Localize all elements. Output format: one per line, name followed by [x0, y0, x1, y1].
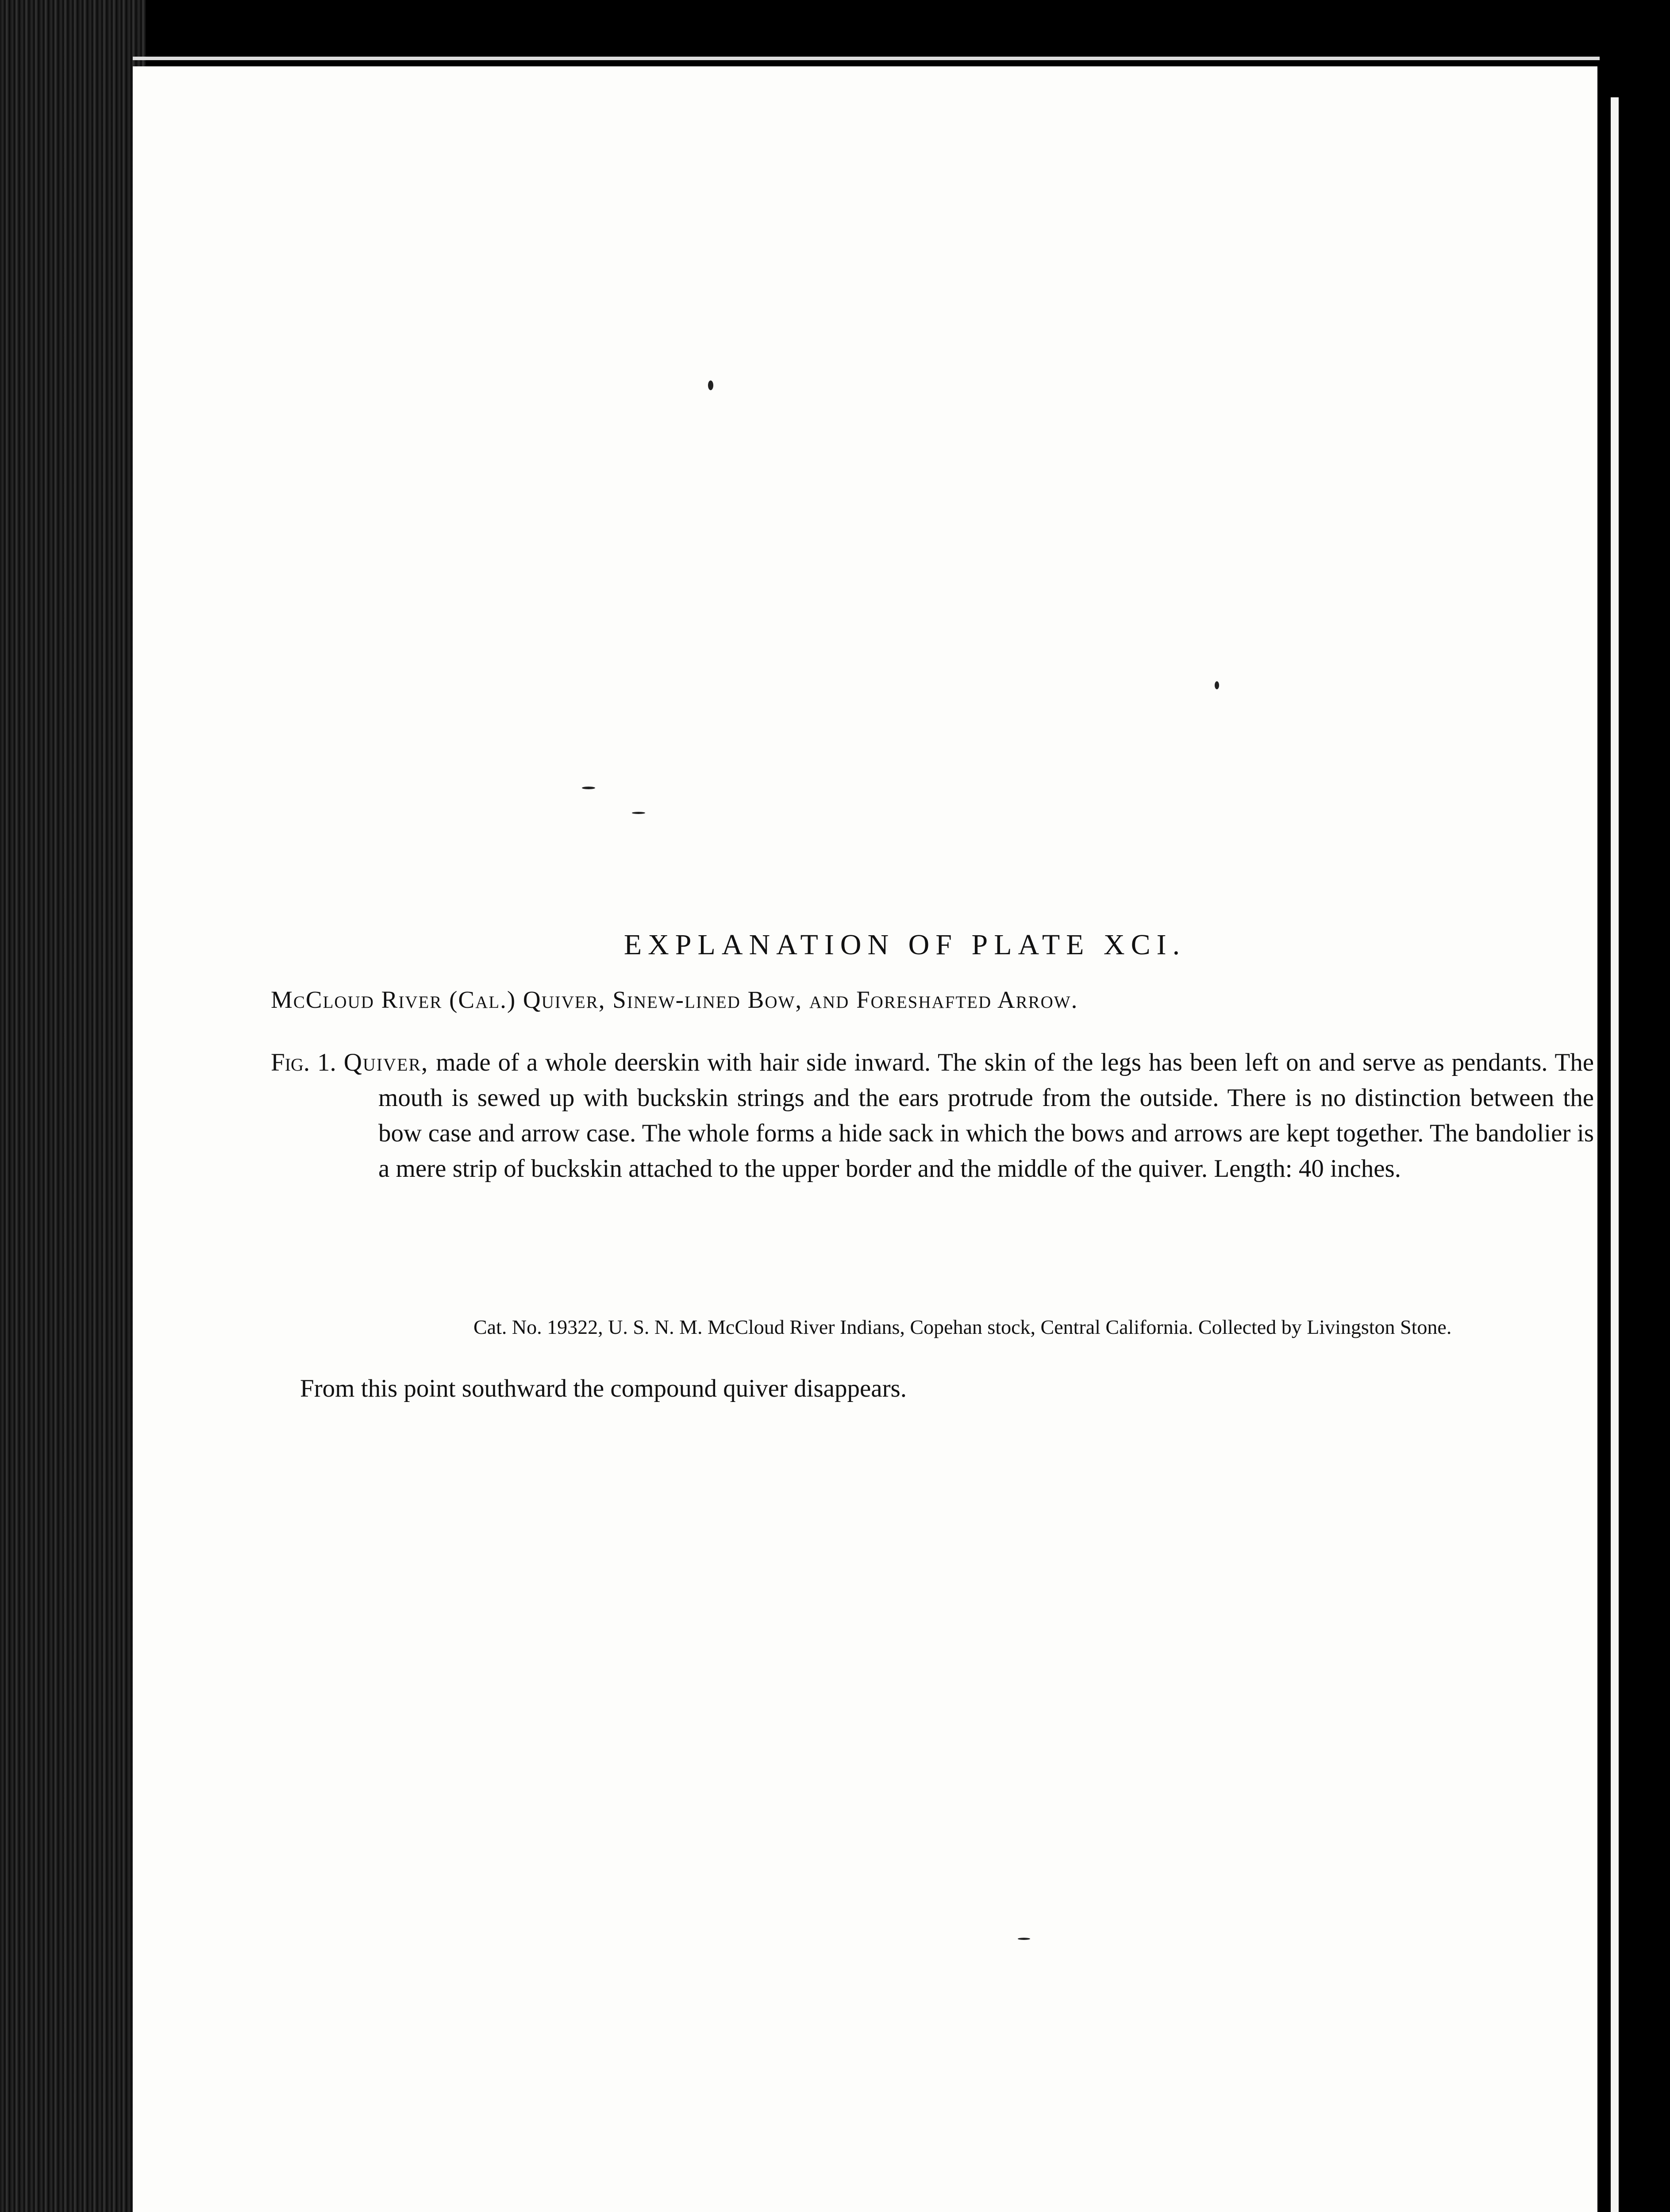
scan-speck — [1018, 1938, 1030, 1940]
book-binding-edge — [0, 0, 146, 2212]
closing-text: From this point southward the compound quiver disappears. — [300, 1375, 907, 1402]
catalog-note: Cat. No. 19322, U. S. N. M. McCloud River Indians, Copehan stock, Central California. Collected by Livingston Stone. — [473, 1316, 1452, 1338]
scan-speck — [632, 812, 645, 814]
figure-description: made of a whole deerskin with hair side inward. The skin of the legs has been left on and serve as pendants. The mouth is sewed up with buckskin strings and the ears protrude from the outside. There is no distinction between the bow case and arrow case. The whole forms a hide sack in which the bows and arrows are kept together. The bandolier is a mere strip of buckskin attached to the upper border and the middle of the quiver. Length: 40 inches. — [378, 1048, 1594, 1183]
figure-paragraph — [271, 1045, 1594, 1187]
scan-speck — [708, 380, 713, 390]
right-margin-shadow — [1600, 0, 1670, 2212]
plate-title: EXPLANATION OF PLATE XCI. — [623, 929, 1186, 961]
adjacent-page-edge — [1611, 97, 1619, 2212]
scan-speck — [1215, 681, 1219, 689]
figure-description-block — [271, 1045, 1594, 1187]
scan-speck — [582, 787, 595, 789]
figure-item-name: Quiver, — [343, 1048, 429, 1076]
plate-subtitle: McCloud River (Cal.) Quiver, Sinew-lined Bow, and Foreshafted Arrow. — [271, 986, 1078, 1013]
page-top-edge — [133, 57, 1611, 60]
figure-label: Fig. 1. — [271, 1048, 336, 1076]
